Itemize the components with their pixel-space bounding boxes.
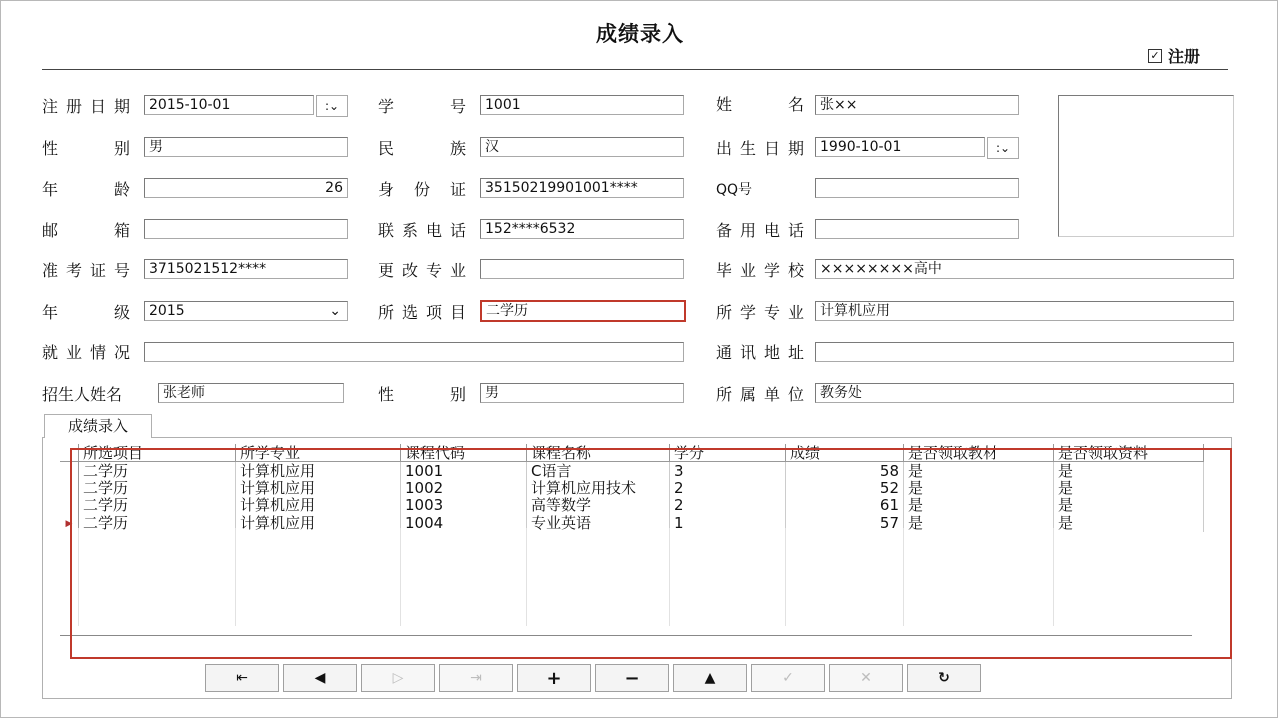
backup-phone-label: 备 用 电 话 <box>716 221 804 240</box>
col-header[interactable]: 所学专业 <box>236 444 401 462</box>
minus-icon: − <box>624 667 640 689</box>
grid-cell[interactable]: 是 <box>1054 479 1204 496</box>
prev-record-button[interactable] <box>283 664 357 692</box>
project-field[interactable]: 二学历 <box>480 300 686 322</box>
grid-cell[interactable]: 1 <box>670 513 786 532</box>
delete-record-button[interactable] <box>595 664 669 692</box>
title-divider <box>42 69 1228 70</box>
col-header[interactable]: 所选项目 <box>79 444 236 462</box>
record-navigator <box>205 664 981 692</box>
grid-cell[interactable]: 57 <box>786 513 904 532</box>
ethnicity-field[interactable]: 汉 <box>480 137 684 157</box>
grid-cell[interactable]: 1001 <box>401 462 527 480</box>
grid-cell[interactable]: 是 <box>904 496 1054 513</box>
grid-column-line <box>785 528 786 626</box>
grid-cell[interactable]: 高等数学 <box>527 496 670 513</box>
cancel-edit-button[interactable] <box>829 664 903 692</box>
triangle-up-icon: ▲ <box>704 670 716 686</box>
first-record-icon: ⇤ <box>236 670 248 686</box>
chevron-down-icon: :⌄ <box>324 99 340 113</box>
grid-cell[interactable]: 专业英语 <box>527 513 670 532</box>
col-header[interactable]: 是否领取资料 <box>1054 444 1204 462</box>
row-header[interactable] <box>60 479 79 496</box>
school-label: 毕 业 学 校 <box>716 261 804 280</box>
next-record-icon: ▷ <box>392 670 404 686</box>
grid-cell[interactable]: 二学历 <box>79 479 236 496</box>
row-header[interactable] <box>60 496 79 513</box>
recruiter-label: 招生人姓名 <box>42 385 123 404</box>
student-no-field[interactable]: 1001 <box>480 95 684 115</box>
add-record-button[interactable] <box>517 664 591 692</box>
post-edit-button[interactable] <box>751 664 825 692</box>
name-field[interactable]: 张×× <box>815 95 1019 115</box>
grid-cell[interactable]: 2 <box>670 479 786 496</box>
age-field[interactable]: 26 <box>144 178 348 198</box>
next-record-button[interactable] <box>361 664 435 692</box>
refresh-icon: ↻ <box>938 670 950 686</box>
page-title: 成绩录入 <box>596 22 684 46</box>
edit-record-button[interactable] <box>673 664 747 692</box>
close-icon: ✕ <box>860 670 872 686</box>
col-header[interactable]: 成绩 <box>786 444 904 462</box>
grid-cell[interactable]: 计算机应用 <box>236 479 401 496</box>
grid-column-line <box>235 528 236 626</box>
first-record-button[interactable] <box>205 664 279 692</box>
employment-label: 就 业 情 况 <box>42 343 130 362</box>
exam-no-label: 准 考 证 号 <box>42 261 130 280</box>
birth-date-picker-button[interactable] <box>987 137 1019 159</box>
reg-date-field[interactable]: 2015-10-01 <box>144 95 314 115</box>
backup-phone-field[interactable] <box>815 219 1019 239</box>
unit-field[interactable]: 教务处 <box>815 383 1234 403</box>
plus-icon: + <box>546 667 562 689</box>
grid-column-line <box>903 528 904 626</box>
prev-record-icon: ◀ <box>314 670 326 686</box>
qq-label: QQ号 <box>716 182 753 198</box>
grid-column-line <box>669 528 670 626</box>
grid-cell[interactable]: 计算机应用 <box>236 496 401 513</box>
phone-label: 联 系 电 话 <box>378 221 466 240</box>
grid-cell[interactable]: 计算机应用 <box>236 462 401 480</box>
reg-date-label: 注 册 日 期 <box>42 97 130 116</box>
table-row[interactable] <box>60 496 1204 513</box>
recruiter-field[interactable]: 张老师 <box>158 383 344 403</box>
address-label: 通 讯 地 址 <box>716 343 804 362</box>
tab-score-entry[interactable]: 成绩录入 <box>44 414 152 438</box>
grid-cell[interactable]: 是 <box>904 479 1054 496</box>
col-header[interactable]: 课程代码 <box>401 444 527 462</box>
grid-cell[interactable]: 是 <box>1054 496 1204 513</box>
row-pointer-icon: ▶ <box>65 519 73 529</box>
register-checkbox[interactable] <box>1148 44 1200 67</box>
major-label: 所 学 专 业 <box>716 303 804 322</box>
grid-cell[interactable]: 是 <box>1054 513 1204 532</box>
grid-cell[interactable]: 计算机应用 <box>236 513 401 532</box>
col-header[interactable]: 是否领取教材 <box>904 444 1054 462</box>
col-header[interactable]: 课程名称 <box>527 444 670 462</box>
check-icon: ✓ <box>782 670 794 686</box>
project-label: 所 选 项 目 <box>378 303 466 322</box>
col-header[interactable]: 学分 <box>670 444 786 462</box>
gender-label: 性 别 <box>42 139 130 158</box>
change-major-label: 更 改 专 业 <box>378 261 466 280</box>
gender2-field[interactable]: 男 <box>480 383 684 403</box>
grid-column-line <box>400 528 401 626</box>
email-label: 邮 箱 <box>42 221 130 240</box>
id-number-label: 身 份 证 <box>378 180 466 199</box>
checkbox-check-icon[interactable]: ✓ <box>1148 49 1162 63</box>
grid-column-line <box>1053 528 1054 626</box>
phone-field[interactable]: 152****6532 <box>480 219 684 239</box>
grid-column-line <box>526 528 527 626</box>
grade-select[interactable]: 2015 ⌄ <box>144 301 348 321</box>
grid-cell[interactable]: 是 <box>904 513 1054 532</box>
grid-cell[interactable]: 是 <box>1054 462 1204 480</box>
last-record-button[interactable] <box>439 664 513 692</box>
age-label: 年 龄 <box>42 180 130 199</box>
refresh-button[interactable] <box>907 664 981 692</box>
unit-label: 所 属 单 位 <box>716 385 804 404</box>
ethnicity-label: 民 族 <box>378 139 466 158</box>
name-label: 姓 名 <box>716 95 804 114</box>
email-field[interactable] <box>144 219 348 239</box>
gender2-label: 性 别 <box>378 385 466 404</box>
grid-header-row <box>60 444 1204 462</box>
row-header-corner <box>60 444 79 462</box>
change-major-field[interactable] <box>480 259 684 279</box>
grid-cell[interactable]: 是 <box>904 462 1054 480</box>
birth-date-label: 出 生 日 期 <box>716 139 804 158</box>
chevron-down-icon: :⌄ <box>995 141 1011 155</box>
reg-date-picker-button[interactable] <box>316 95 348 117</box>
table-row[interactable] <box>60 479 1204 496</box>
address-field[interactable] <box>815 342 1234 362</box>
last-record-icon: ⇥ <box>470 670 482 686</box>
grid-column-line <box>78 528 79 626</box>
grid-cell[interactable]: 58 <box>786 462 904 480</box>
id-number-field[interactable]: 35150219901001**** <box>480 178 684 198</box>
gender-field[interactable]: 男 <box>144 137 348 157</box>
chevron-down-icon: ⌄ <box>329 303 341 319</box>
grid-cell[interactable]: 3 <box>670 462 786 480</box>
current-row-indicator[interactable] <box>60 513 79 532</box>
birth-date-field[interactable]: 1990-10-01 <box>815 137 985 157</box>
table-row-current[interactable] <box>60 513 1204 532</box>
grid-cell[interactable]: 61 <box>786 496 904 513</box>
grid-bottom-border <box>60 635 1192 636</box>
student-no-label: 学 号 <box>378 97 466 116</box>
score-grid[interactable] <box>60 444 1204 640</box>
grid-cell[interactable]: C语言 <box>527 462 670 480</box>
grid-cell[interactable]: 二学历 <box>79 513 236 532</box>
employment-field[interactable] <box>144 342 684 362</box>
grid-cell[interactable]: 2 <box>670 496 786 513</box>
row-header[interactable] <box>60 462 79 480</box>
grid-cell[interactable]: 1002 <box>401 479 527 496</box>
grid-cell[interactable]: 计算机应用技术 <box>527 479 670 496</box>
grid-cell[interactable]: 1004 <box>401 513 527 532</box>
grid-cell[interactable]: 52 <box>786 479 904 496</box>
grid-cell[interactable]: 1003 <box>401 496 527 513</box>
grid-cell[interactable]: 二学历 <box>79 462 236 480</box>
table-row[interactable] <box>60 462 1204 480</box>
photo-box[interactable] <box>1058 95 1234 237</box>
grid-cell[interactable]: 二学历 <box>79 496 236 513</box>
qq-field[interactable] <box>815 178 1019 198</box>
exam-no-field[interactable]: 3715021512**** <box>144 259 348 279</box>
school-field[interactable]: ××××××××高中 <box>815 259 1234 279</box>
major-field[interactable]: 计算机应用 <box>815 301 1234 321</box>
grade-label: 年 级 <box>42 303 130 322</box>
register-label: 注册 <box>1168 47 1201 66</box>
